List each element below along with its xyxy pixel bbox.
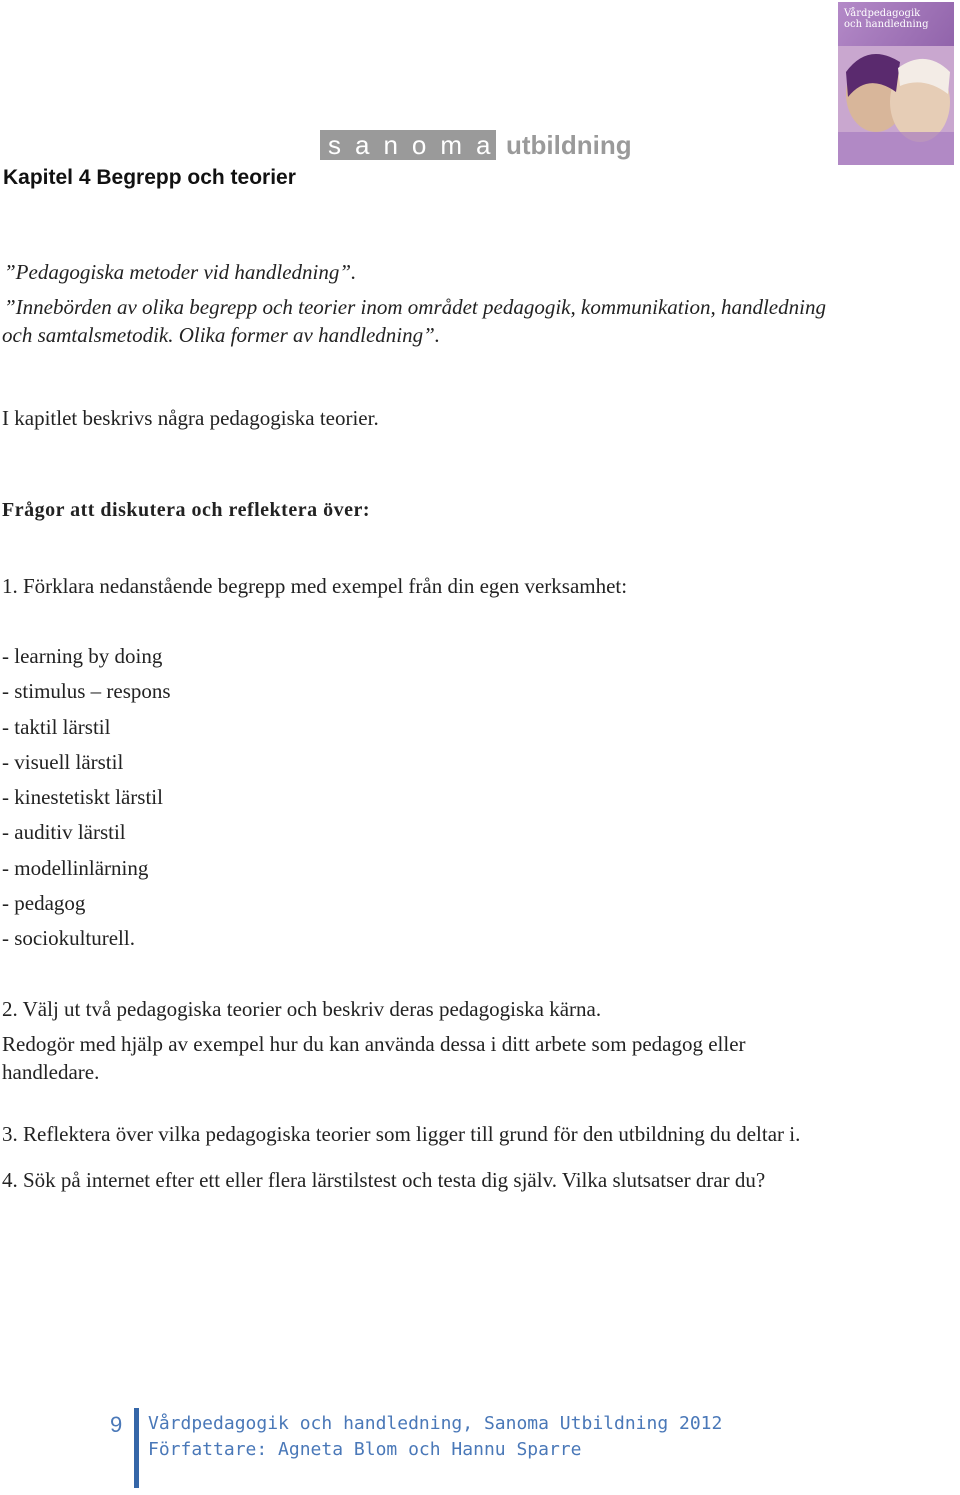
list-item: - taktil lärstil [2,714,111,739]
list-item: - auditiv lärstil [2,820,126,845]
logo-text: utbildning [506,130,632,160]
footer-divider [134,1408,139,1488]
sanoma-utbildning-logo [320,130,632,160]
chapter-title: Kapitel 4 Begrepp och teorier [3,166,296,189]
question-3: 3. Reflektera över vilka pedagogiska teorier som ligger till grund för den utbildning du deltar i. [2,1122,801,1146]
logo-box: sanoma [320,130,496,160]
intro-italic-line1: ”Pedagogiska metoder vid handledning”. [4,260,357,284]
intro-italic-line2: ”Innebörden av olika begrepp och teorier inom området pedagogik, kommunikation, handledning [4,295,826,319]
book-cover-image [838,2,954,165]
list-item: - visuell lärstil [2,749,124,774]
question-2-line3: handledare. [2,1060,100,1084]
cover-title-line1: Vårdpedagogik [844,8,921,19]
intro-italic-line3: och samtalsmetodik. Olika former av handledning”. [2,323,441,347]
chapter-summary: I kapitlet beskrivs några pedagogiska teorier. [2,406,379,430]
page-number: 9 [110,1412,123,1437]
list-item: - stimulus – respons [2,679,171,704]
questions-heading: Frågor att diskutera och reflektera över: [2,499,370,521]
footer-publication: Vårdpedagogik och handledning, Sanoma Utbildning 2012 [148,1413,723,1434]
question-2-line1: 2. Välj ut två pedagogiska teorier och beskriv deras pedagogiska kärna. [2,997,602,1021]
list-item: - pedagog [2,890,86,915]
footer-authors: Författare: Agneta Blom och Hannu Sparre [148,1439,582,1460]
question-2-line2: Redogör med hjälp av exempel hur du kan använda dessa i ditt arbete som pedagog eller [2,1032,746,1056]
question-1: 1. Förklara nedanstående begrepp med exempel från din egen verksamhet: [2,574,628,598]
list-item: - modellinlärning [2,855,149,880]
list-item: - sociokulturell. [2,926,135,950]
list-item: - kinestetiskt lärstil [2,785,163,809]
question-4: 4. Sök på internet efter ett eller flera lärstilstest och testa dig själv. Vilka slutsatser drar du? [2,1168,766,1192]
cover-title-line2: och handledning [844,19,929,30]
list-item: - learning by doing [2,644,163,668]
concept-list [2,641,171,958]
